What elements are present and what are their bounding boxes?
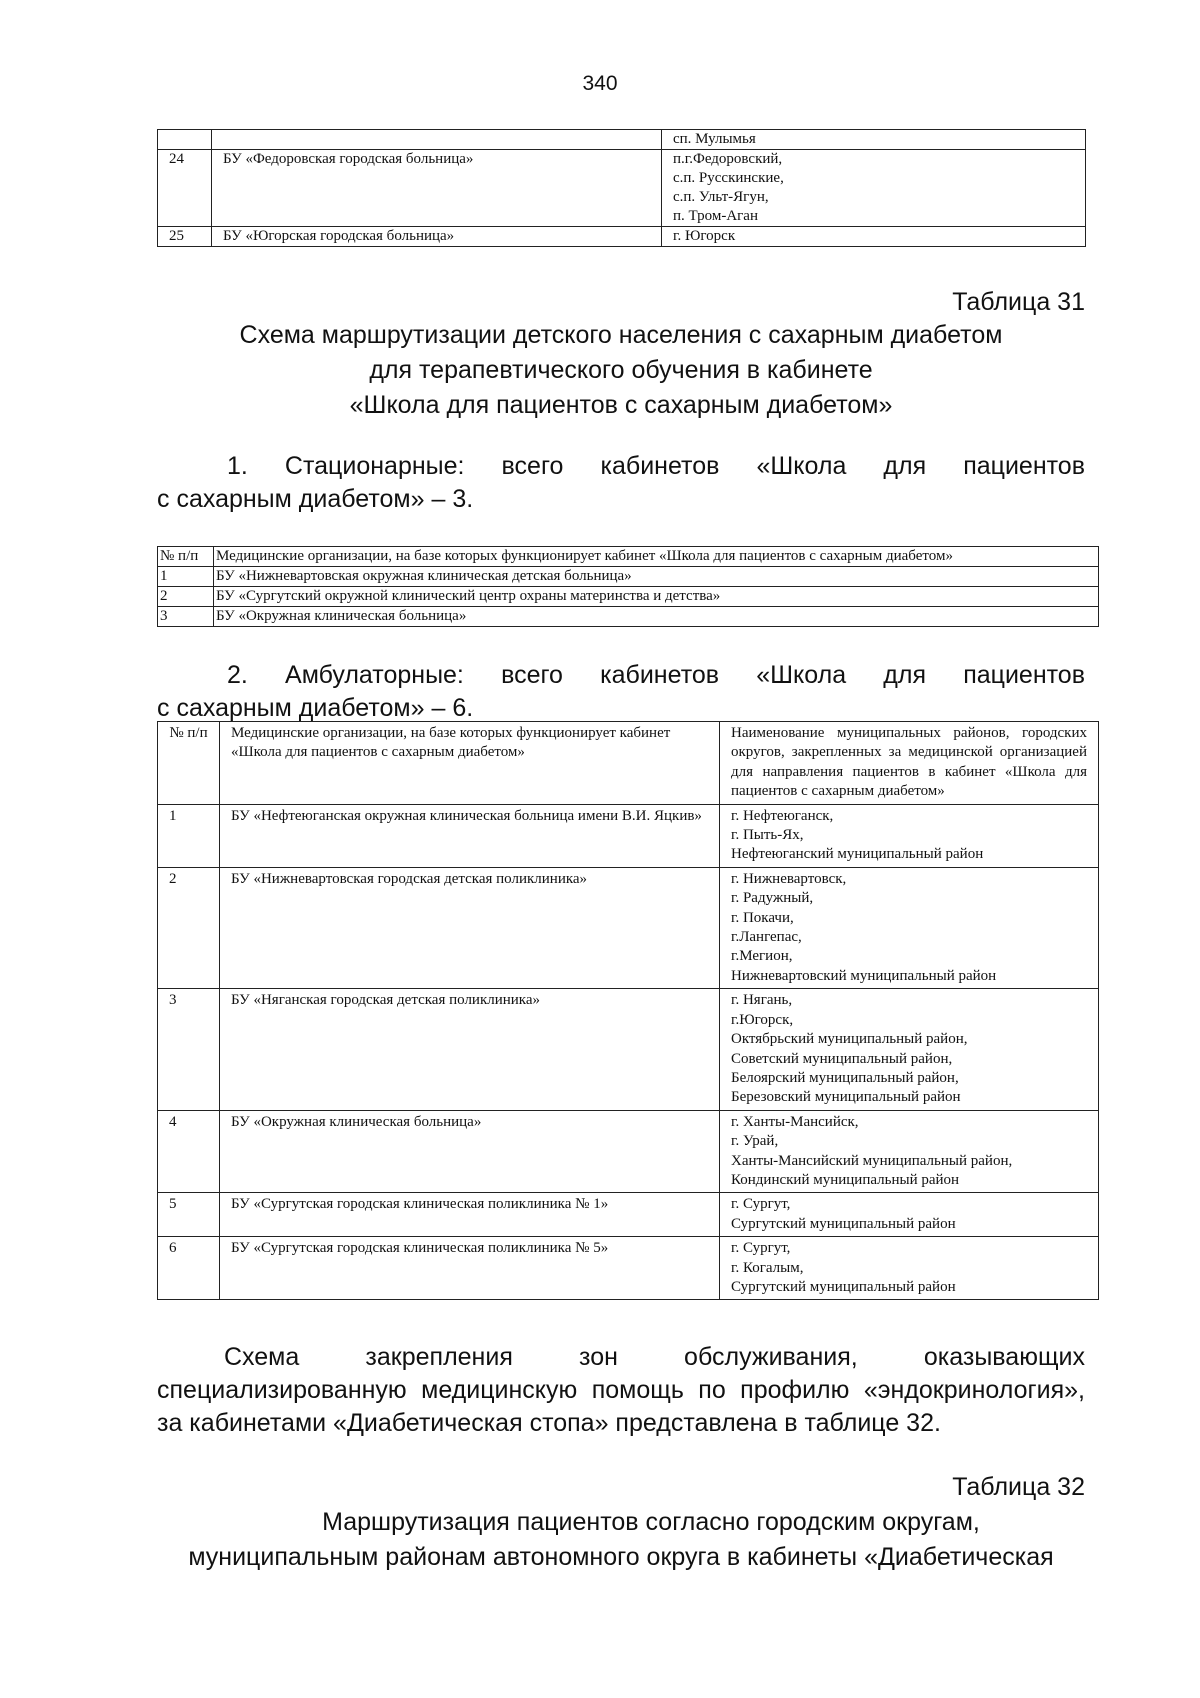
section-1-paragraph: 1. Стационарные: всего кабинетов «Школа для пациентов с сахарным диабетом» – 3. (157, 452, 1085, 513)
table-prev-continuation (157, 129, 1086, 247)
territory-line: г. Сургут, (731, 1196, 791, 1213)
organization-name: БУ «Нижневартовская окружная клиническая детская больница» (214, 567, 1099, 587)
table-header-row (158, 547, 1099, 567)
row-number: 3 (158, 989, 220, 1110)
table-header-row (158, 722, 1099, 805)
table-32-label: Таблица 32 (952, 1473, 1085, 1501)
territory-line: Белоярский муниципальный район, (731, 1069, 959, 1086)
header-org: Медицинские организации, на базе которых функционирует кабинет «Школа для пациентов с сахарным диабетом» (214, 547, 1099, 567)
table-row (158, 150, 1086, 227)
territory-line: Октябрьский муниципальный район, (731, 1031, 968, 1048)
territory-line: г. Нефтеюганск, (731, 807, 834, 824)
organization-name: БУ «Федоровская городская больница» (212, 150, 662, 227)
header-area: Наименование муниципальных районов, городских округов, закрепленных за медицинской организацией для направления пациентов в кабинет «Школа для пациентов с сахарным диабетом» (720, 722, 1099, 805)
row-number: 2 (158, 867, 220, 988)
closing-paragraph: Схема закрепления зон обслуживания, оказывающих специализированную медицинскую помощь по профилю «эндокринология», за кабинетами «Диабетическая стопа» представлена в таблице 32. (157, 1343, 1085, 1437)
territory-line: Березовский муниципальный район (731, 1089, 961, 1106)
territory-line: г. Когалым, (731, 1259, 804, 1276)
territory-cell (662, 130, 1086, 150)
territory-line: г. Покачи, (731, 909, 794, 926)
row-number: 2 (158, 587, 214, 607)
table-outpatient (157, 721, 1099, 1300)
row-number: 4 (158, 1110, 220, 1193)
row-number: 6 (158, 1237, 220, 1300)
territory-line: Нефтеюганский муниципальный район (731, 846, 984, 863)
row-number: 1 (158, 804, 220, 867)
territory-line: Советский муниципальный район, (731, 1050, 953, 1067)
territory-line: г. Югорск (673, 228, 736, 244)
assigned-areas-cell (720, 1110, 1099, 1193)
territory-line: Сургутский муниципальный район (731, 1215, 956, 1232)
table-31-title: Схема маршрутизации детского населения с сахарным диабетом для терапевтического обучения в кабинете «Школа для пациентов с сахарным диабетом» (239, 321, 1003, 419)
territory-line: г.Лангепас, (731, 929, 802, 946)
table-row (158, 567, 1099, 587)
row-number: 3 (158, 607, 214, 627)
territory-line: с.п. Русскинские, (673, 170, 784, 186)
territory-cell (662, 150, 1086, 227)
territory-line: Ханты-Мансийский муниципальный район, (731, 1152, 1013, 1169)
territory-line: п. Тром-Аган (673, 208, 758, 224)
table-row (158, 227, 1086, 247)
territory-line: г. Ханты-Мансийск, (731, 1113, 859, 1130)
organization-name: БУ «Сургутский окружной клинический центр охраны материнства и детства» (214, 587, 1099, 607)
assigned-areas-cell (720, 1237, 1099, 1300)
territory-line: с.п. Ульт-Ягун, (673, 189, 769, 205)
territory-line: Кондинский муниципальный район (731, 1171, 960, 1188)
table-row (158, 804, 1099, 867)
territory-line: г. Урай, (731, 1133, 779, 1150)
row-number (158, 130, 212, 150)
organization-name: БУ «Нижневартовская городская детская поликлиника» (220, 867, 720, 988)
territory-line: п.г.Федоровский, (673, 151, 783, 167)
table-row (158, 607, 1099, 627)
assigned-areas-cell (720, 1193, 1099, 1237)
page-number: 340 (582, 72, 618, 95)
organization-name: БУ «Югорская городская больница» (212, 227, 662, 247)
assigned-areas-cell (720, 989, 1099, 1110)
territory-line: г. Радужный, (731, 890, 814, 907)
table-row (158, 1237, 1099, 1300)
header-num: № п/п (158, 722, 220, 805)
territory-line: г. Сургут, (731, 1240, 791, 1257)
organization-name (212, 130, 662, 150)
row-number: 24 (158, 150, 212, 227)
territory-line: г. Нижневартовск, (731, 870, 847, 887)
assigned-areas-cell (720, 867, 1099, 988)
territory-line: сп. Мулымья (673, 131, 756, 147)
section-2-paragraph: 2. Амбулаторные: всего кабинетов «Школа для пациентов с сахарным диабетом» – 6. (157, 661, 1085, 722)
table-row (158, 867, 1099, 988)
table-32-title: Маршрутизация пациентов согласно городским округам, муниципальным районам автономного округа в кабинеты «Диабетическая (188, 1508, 1054, 1571)
organization-name: БУ «Сургутская городская клиническая поликлиника № 1» (220, 1193, 720, 1237)
territory-cell (662, 227, 1086, 247)
territory-line: Нижневартовский муниципальный район (731, 967, 997, 984)
organization-name: БУ «Нефтеюганская окружная клиническая больница имени В.И. Яцкив» (220, 804, 720, 867)
row-number: 5 (158, 1193, 220, 1237)
table-31-label: Таблица 31 (952, 288, 1085, 316)
organization-name: БУ «Окружная клиническая больница» (220, 1110, 720, 1193)
row-number: 1 (158, 567, 214, 587)
territory-line: г.Мегион, (731, 948, 793, 965)
territory-line: г. Нягань, (731, 992, 793, 1009)
table-row (158, 587, 1099, 607)
table-row (158, 989, 1099, 1110)
assigned-areas-cell (720, 804, 1099, 867)
organization-name: БУ «Сургутская городская клиническая поликлиника № 5» (220, 1237, 720, 1300)
table-row (158, 1110, 1099, 1193)
table-row (158, 1193, 1099, 1237)
organization-name: БУ «Окружная клиническая больница» (214, 607, 1099, 627)
row-number: 25 (158, 227, 212, 247)
organization-name: БУ «Няганская городская детская поликлиника» (220, 989, 720, 1110)
territory-line: г.Югорск, (731, 1011, 794, 1028)
header-org: Медицинские организации, на базе которых функционирует кабинет «Школа для пациентов с сахарным диабетом» (220, 722, 720, 805)
table-row (158, 130, 1086, 150)
territory-line: Сургутский муниципальный район (731, 1278, 956, 1295)
table-inpatient (157, 546, 1099, 627)
territory-line: г. Пыть-Ях, (731, 827, 804, 844)
header-num: № п/п (158, 547, 214, 567)
